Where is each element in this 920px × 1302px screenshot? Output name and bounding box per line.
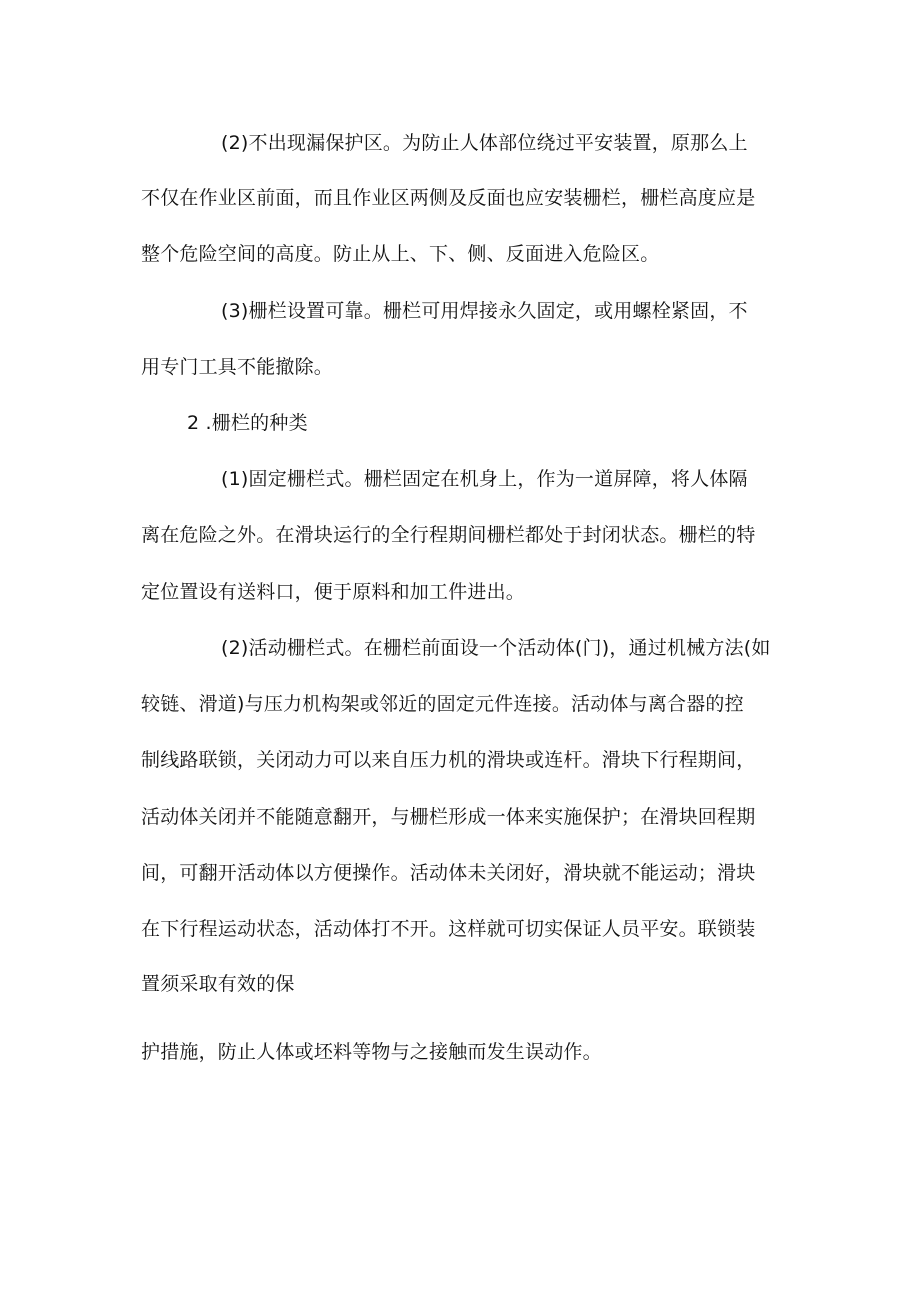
paragraph-line: (1)固定栅栏式。栅栏固定在机身上，作为一道屏障，将人体隔 [221,468,748,490]
paragraph-line: 在下行程运动状态，活动体打不开。这样就可切实保证人员平安。联锁装 [141,918,756,940]
paragraph-line: (2)活动栅栏式。在栅栏前面设一个活动体(门)，通过机械方法(如 [221,637,771,659]
paragraph-line: 用专门工具不能撤除。 [141,356,334,378]
paragraph-line: (3)栅栏设置可靠。栅栏可用焊接永久固定，或用螺栓紧固，不 [221,300,748,322]
paragraph-line: (2)不出现漏保护区。为防止人体部位绕过平安装置，原那么上 [221,132,748,154]
paragraph-line: 定位置设有送料口，便于原料和加工件进出。 [141,581,526,603]
paragraph-line: 不仅在作业区前面，而且作业区两侧及反面也应安装栅栏，栅栏高度应是 [141,187,756,209]
paragraph-line: 间，可翻开活动体以方便操作。活动体未关闭好，滑块就不能运动；滑块 [141,862,756,884]
paragraph-line: 离在危险之外。在滑块运行的全行程期间栅栏都处于封闭状态。栅栏的特 [141,524,756,546]
paragraph-line: 置须采取有效的保 [141,973,295,995]
paragraph-line: 整个危险空间的高度。防止从上、下、侧、反面进入危险区。 [141,243,660,265]
paragraph-line: 护措施，防止人体或坯料等物与之接触而发生误动作。 [141,1041,602,1063]
section-heading: 2 .栅栏的种类 [187,412,308,434]
paragraph-line: 较链、滑道)与压力机构架或邻近的固定元件连接。活动体与离合器的控 [141,693,744,715]
paragraph-line: 制线路联锁，关闭动力可以来自压力机的滑块或连杆。滑块下行程期间， [141,749,756,771]
paragraph-line: 活动体关闭并不能随意翻开，与栅栏形成一体来实施保护；在滑块回程期 [141,806,756,828]
